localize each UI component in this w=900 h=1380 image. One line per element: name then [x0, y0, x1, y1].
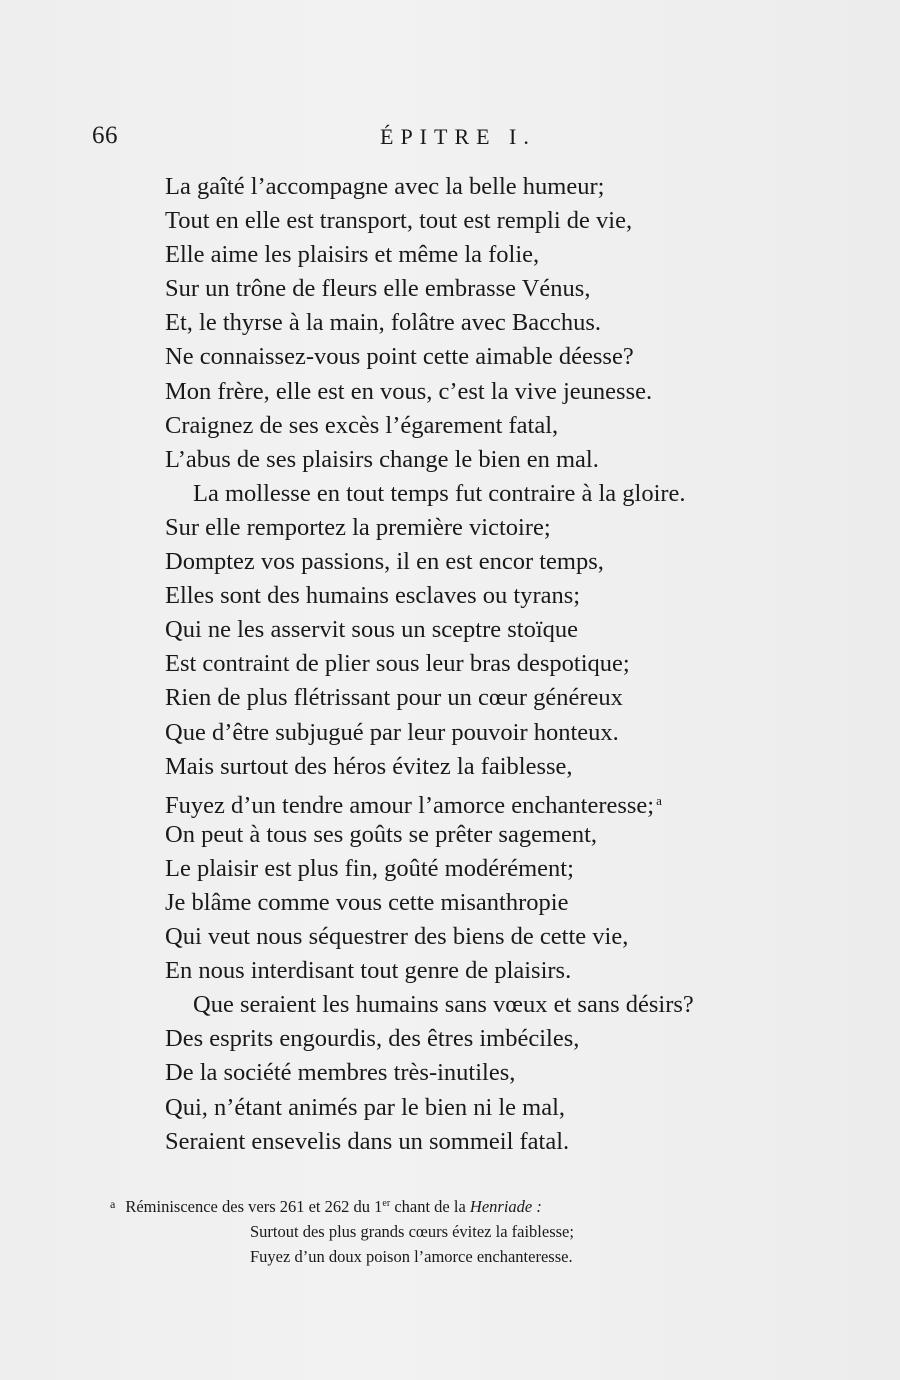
verse-line: Mon frère, elle est en vous, c’est la vive jeunesse.: [165, 377, 653, 405]
verse-line: Des esprits engourdis, des êtres imbéciles,: [165, 1025, 580, 1053]
verse-line: Sur un trône de fleurs elle embrasse Vénus,: [165, 275, 591, 303]
verse-line: Que d’être subjugué par leur pouvoir honteux.: [165, 718, 619, 746]
page-number: 66: [92, 122, 118, 149]
page-header: [0, 122, 900, 158]
verse-line: Craignez de ses excès l’égarement fatal,: [165, 411, 559, 439]
verse-line: La gaîté l’accompagne avec la belle humeur;: [165, 173, 605, 200]
verse-line: L’abus de ses plaisirs change le bien en mal.: [165, 445, 599, 473]
footnote-quote-line: Surtout des plus grands cœurs évitez la faiblesse;: [250, 1222, 574, 1241]
verse-line: De la société membres très-inutiles,: [165, 1059, 516, 1087]
verse-line: La mollesse en tout temps fut contraire à la gloire.: [193, 479, 686, 507]
verse-line: Seraient ensevelis dans un sommeil fatal.: [165, 1127, 570, 1155]
verse-line: Elles sont des humains esclaves ou tyrans;: [165, 582, 581, 610]
verse-line: En nous interdisant tout genre de plaisirs.: [165, 957, 572, 985]
verse-line: Mais surtout des héros évitez la faiblesse,: [165, 752, 573, 780]
verse-line: On peut à tous ses goûts se prêter sagement,: [165, 820, 598, 848]
verse-line: Qui ne les asservit sous un sceptre stoïque: [165, 616, 579, 644]
verse-line-text: Fuyez d’un tendre amour l’amorce enchanteresse;: [165, 791, 655, 819]
verse-line-with-note: [165, 784, 805, 818]
footnote-reference: a: [656, 792, 662, 808]
verse-line: Le plaisir est plus fin, goûté modérément;: [165, 854, 574, 882]
verse-line: Rien de plus flétrissant pour un cœur généreux: [165, 684, 623, 712]
verse-line: Elle aime les plaisirs et même la folie,: [165, 241, 540, 269]
verse-line: Domptez vos passions, il en est encor temps,: [165, 548, 604, 576]
footnote-quote-line: Fuyez d’un doux poison l’amorce enchanteresse.: [250, 1247, 573, 1266]
footnote-text: Réminiscence des vers 261 et 262 du 1: [125, 1197, 383, 1216]
verse-line: Ne connaissez-vous point cette aimable déesse?: [165, 343, 634, 371]
running-head: ÉPITRE I.: [380, 124, 536, 149]
footnote-reference-line: [110, 1191, 810, 1219]
verse-line: Que seraient les humains sans vœux et sans désirs?: [193, 991, 694, 1019]
footnote-marker: a: [110, 1197, 116, 1211]
verse-line: Sur elle remportez la première victoire;: [165, 513, 551, 541]
verse-line: Qui veut nous séquestrer des biens de cette vie,: [165, 923, 629, 951]
verse-line: Je blâme comme vous cette misanthropie: [165, 888, 569, 916]
verse-line: Qui, n’étant animés par le bien ni le mal,: [165, 1093, 566, 1121]
ordinal-superscript: er: [382, 1198, 391, 1209]
verse-line: Est contraint de plier sous leur bras despotique;: [165, 650, 630, 678]
footnote: [110, 1191, 810, 1269]
verse-line: Tout en elle est transport, tout est rempli de vie,: [165, 207, 633, 235]
verse-line: Et, le thyrse à la main, folâtre avec Bacchus.: [165, 309, 602, 337]
poem-text: [165, 170, 805, 1159]
footnote-text: chant de la: [390, 1197, 470, 1216]
work-title: Henriade :: [469, 1197, 542, 1216]
